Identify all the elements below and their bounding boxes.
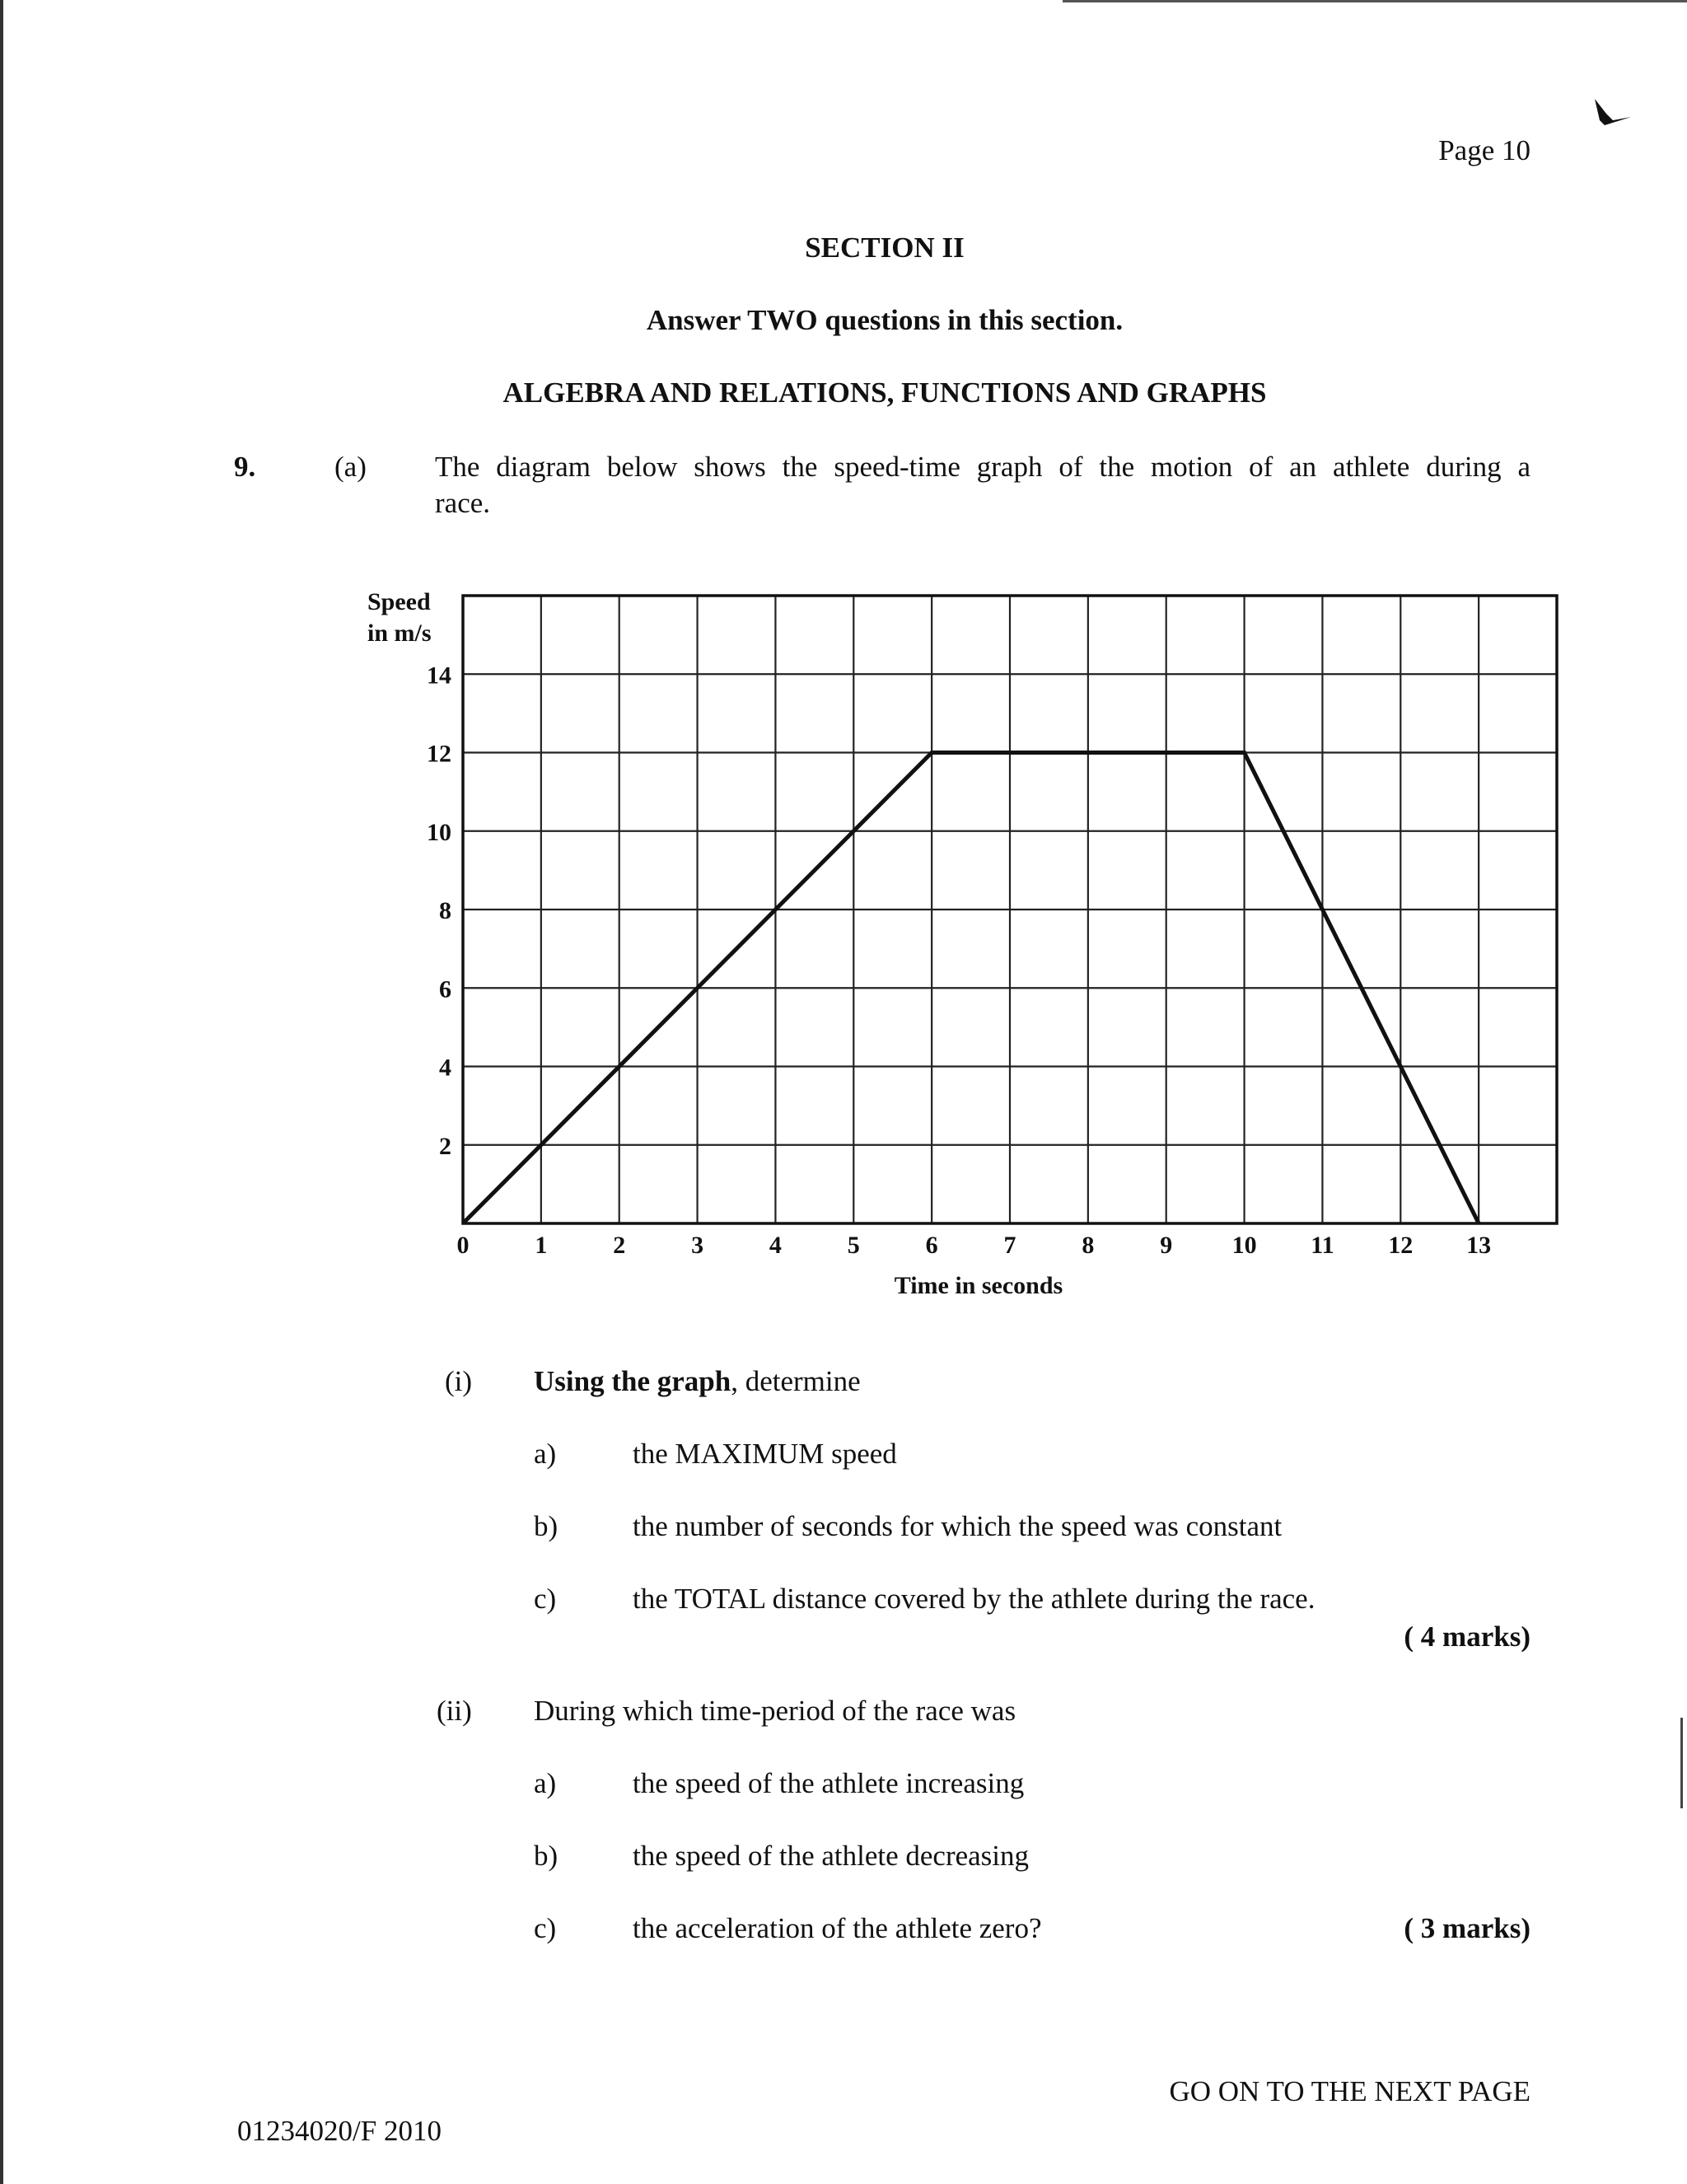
x-tick-label: 3 bbox=[691, 1232, 704, 1259]
x-tick-label: 8 bbox=[1082, 1232, 1095, 1259]
sub-ii-item-c-text: the acceleration of the athlete zero? bbox=[633, 1912, 1042, 1944]
sub-ii-label: (ii) bbox=[437, 1695, 472, 1727]
y-tick-label: 6 bbox=[439, 975, 451, 1003]
sub-ii-item-c-label: c) bbox=[534, 1912, 557, 1944]
scan-right-mark bbox=[1680, 1718, 1683, 1808]
sub-ii-lead: During which time-period of the race was bbox=[534, 1695, 1016, 1727]
x-tick-label: 5 bbox=[847, 1232, 860, 1259]
x-tick-label: 4 bbox=[769, 1232, 782, 1259]
chart-ylabel-line2: in m/s bbox=[367, 620, 432, 647]
sub-i-item-a-label: a) bbox=[534, 1438, 557, 1470]
x-tick-label: 6 bbox=[925, 1232, 938, 1259]
x-tick-label: 0 bbox=[456, 1232, 470, 1259]
sub-ii-item-b-text: the speed of the athlete decreasing bbox=[633, 1840, 1030, 1872]
x-tick-label: 9 bbox=[1160, 1232, 1173, 1259]
y-tick-label: 14 bbox=[427, 662, 451, 690]
x-tick-label: 12 bbox=[1388, 1232, 1414, 1259]
y-tick-label: 2 bbox=[439, 1132, 451, 1160]
x-tick-label: 11 bbox=[1311, 1232, 1334, 1259]
sub-ii-item-b-label: b) bbox=[534, 1840, 558, 1872]
instruction-prefix: Answer bbox=[646, 304, 748, 336]
chart-x-ticks bbox=[457, 1232, 1492, 1259]
sub-i-lead bbox=[534, 1364, 861, 1399]
sub-i-item-a-text: the MAXIMUM speed bbox=[633, 1438, 897, 1470]
paper-code: 01234020/F 2010 bbox=[237, 2115, 442, 2147]
sub-ii-item-a-text: the speed of the athlete increasing bbox=[633, 1767, 1025, 1799]
chart-xlabel: Time in seconds bbox=[894, 1272, 1063, 1299]
section-title: SECTION II bbox=[805, 231, 965, 264]
sub-i-item-c-text: the TOTAL distance covered by the athlete during the race. bbox=[633, 1583, 1315, 1615]
sub-i-label: (i) bbox=[445, 1365, 473, 1397]
instruction-suffix: questions in this section. bbox=[817, 304, 1124, 336]
sub-i-item-c-label: c) bbox=[534, 1583, 557, 1615]
sub-i-marks: ( 4 marks) bbox=[1404, 1620, 1530, 1653]
chart-grid bbox=[463, 596, 1557, 1223]
question-intro-line1: The diagram below shows the speed-time graph of the motion of an athlete during a bbox=[435, 451, 1530, 483]
y-tick-label: 4 bbox=[439, 1054, 451, 1082]
page-number: Page 10 bbox=[1438, 134, 1530, 166]
y-tick-label: 12 bbox=[427, 740, 451, 768]
sub-i-lead-bold: Using the graph bbox=[534, 1365, 731, 1397]
question-number: 9. bbox=[234, 451, 256, 483]
y-tick-label: 8 bbox=[439, 897, 451, 924]
chart-ylabel-line1: Speed bbox=[367, 588, 431, 615]
sub-i-item-b-label: b) bbox=[534, 1510, 558, 1542]
question-intro-line2: race. bbox=[435, 487, 491, 519]
x-tick-label: 7 bbox=[1003, 1232, 1016, 1259]
x-tick-label: 10 bbox=[1231, 1232, 1257, 1259]
sub-i-lead-rest: , determine bbox=[731, 1365, 861, 1397]
x-tick-label: 2 bbox=[613, 1232, 626, 1259]
sub-i-item-b-text: the number of seconds for which the speed was constant bbox=[633, 1510, 1283, 1542]
y-tick-label: 10 bbox=[427, 818, 451, 846]
instruction-emphasis: TWO bbox=[747, 304, 818, 336]
topic-heading: ALGEBRA AND RELATIONS, FUNCTIONS AND GRAPHS bbox=[502, 376, 1267, 409]
next-page-note: GO ON TO THE NEXT PAGE bbox=[1169, 2075, 1530, 2107]
sub-ii-item-a-label: a) bbox=[534, 1767, 557, 1799]
question-part: (a) bbox=[334, 451, 367, 483]
x-tick-label: 1 bbox=[535, 1232, 548, 1259]
sub-ii-marks: ( 3 marks) bbox=[1404, 1912, 1530, 1944]
chart-y-ticks bbox=[427, 662, 451, 1160]
x-tick-label: 13 bbox=[1466, 1232, 1492, 1259]
